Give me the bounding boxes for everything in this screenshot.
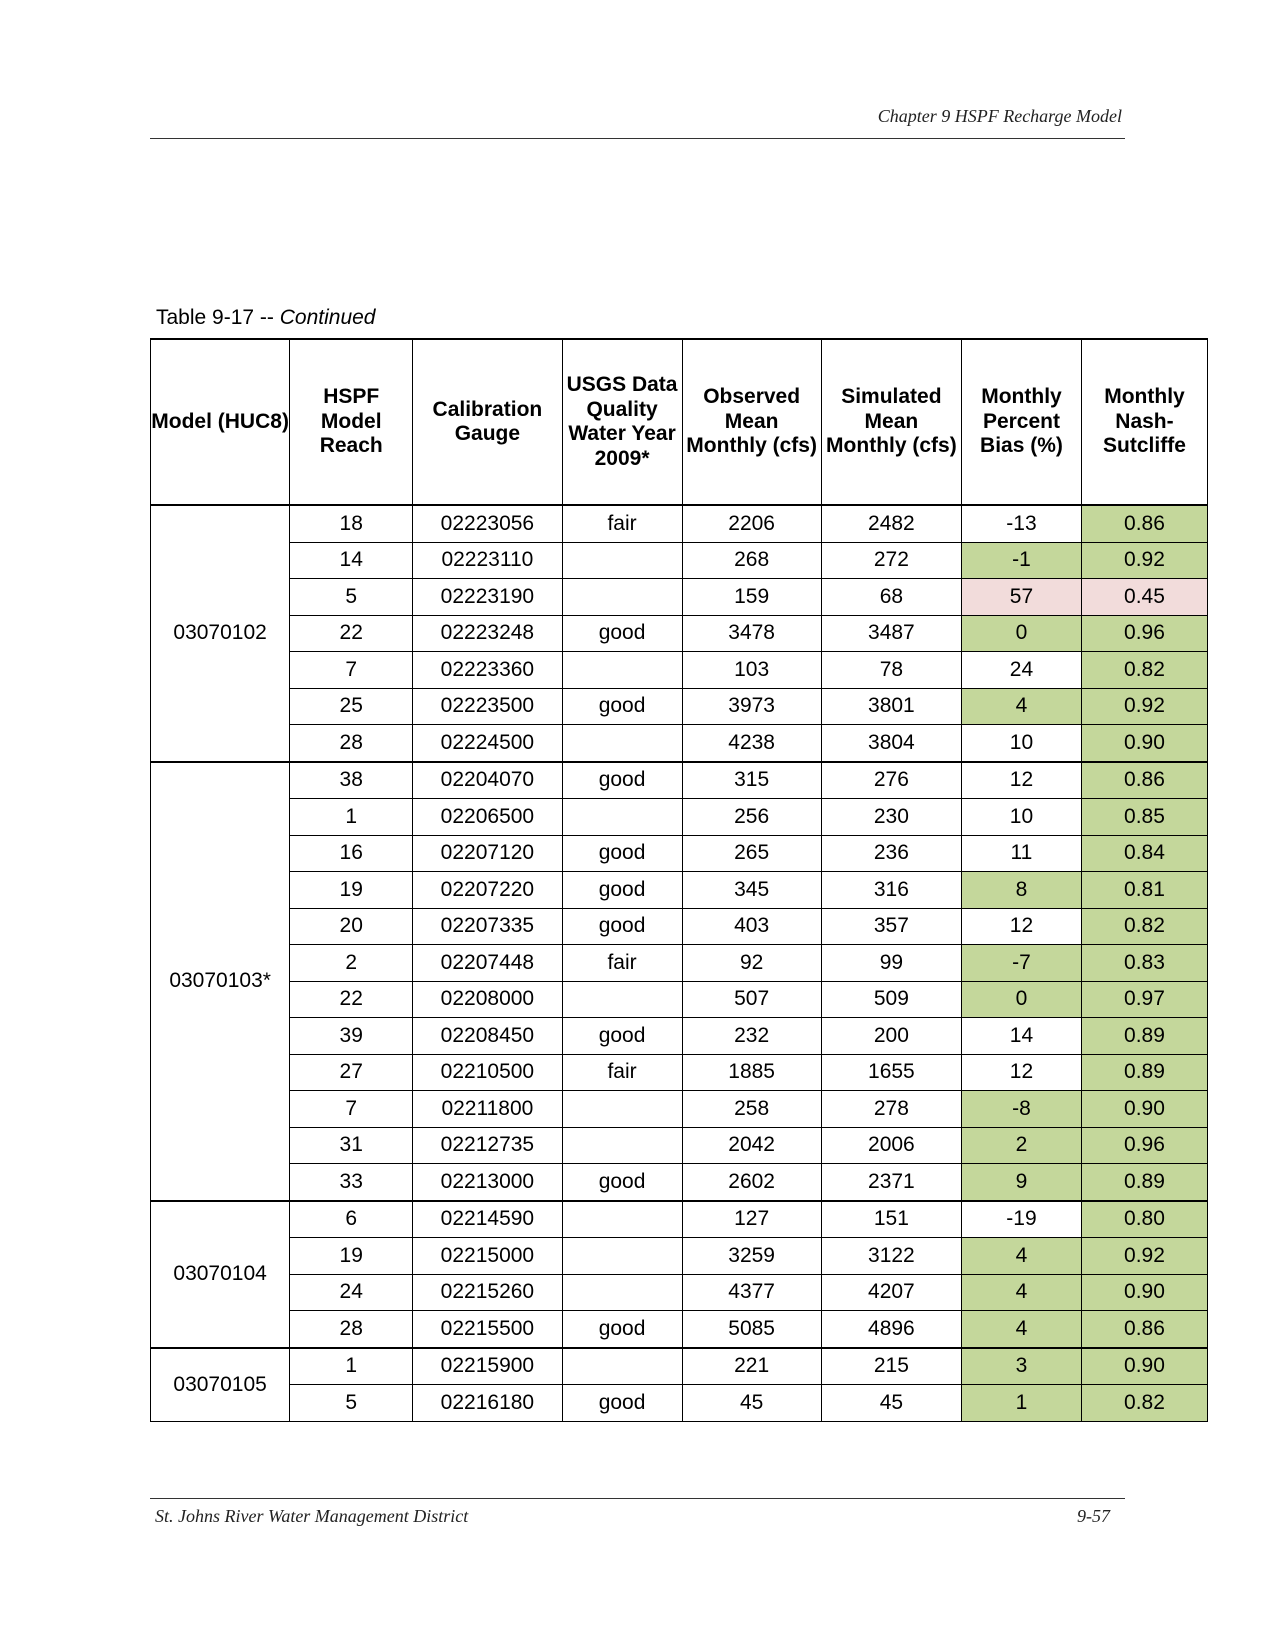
quality-cell [562, 981, 682, 1018]
gauge-cell: 02206500 [413, 799, 562, 836]
observed-cell: 159 [682, 579, 821, 616]
column-header: Calibration Gauge [413, 339, 562, 505]
quality-cell [562, 725, 682, 762]
table-row [151, 1091, 1208, 1128]
simulated-cell: 1655 [821, 1054, 961, 1091]
reach-cell: 38 [290, 762, 413, 799]
reach-cell: 1 [290, 799, 413, 836]
simulated-cell: 357 [821, 908, 961, 945]
bias-cell: 4 [962, 1274, 1082, 1311]
gauge-cell: 02213000 [413, 1164, 562, 1201]
simulated-cell: 2371 [821, 1164, 961, 1201]
column-header: Monthly Nash-Sutcliffe [1081, 339, 1207, 505]
gauge-cell: 02207220 [413, 872, 562, 909]
bias-cell: 57 [962, 579, 1082, 616]
simulated-cell: 278 [821, 1091, 961, 1128]
reach-cell: 27 [290, 1054, 413, 1091]
nash-sutcliffe-cell: 0.89 [1081, 1164, 1207, 1201]
table-row [151, 981, 1208, 1018]
bias-cell: 12 [962, 908, 1082, 945]
quality-cell [562, 799, 682, 836]
gauge-cell: 02223110 [413, 542, 562, 579]
observed-cell: 3478 [682, 615, 821, 652]
table-row [151, 872, 1208, 909]
simulated-cell: 236 [821, 835, 961, 872]
observed-cell: 127 [682, 1201, 821, 1238]
simulated-cell: 45 [821, 1385, 961, 1422]
reach-cell: 25 [290, 688, 413, 725]
simulated-cell: 276 [821, 762, 961, 799]
table-row [151, 615, 1208, 652]
quality-cell: good [562, 1385, 682, 1422]
gauge-cell: 02215500 [413, 1311, 562, 1348]
model-huc8-cell: 03070104 [151, 1201, 290, 1348]
gauge-cell: 02223190 [413, 579, 562, 616]
quality-cell: good [562, 908, 682, 945]
nash-sutcliffe-cell: 0.80 [1081, 1201, 1207, 1238]
gauge-cell: 02223500 [413, 688, 562, 725]
reach-cell: 22 [290, 981, 413, 1018]
simulated-cell: 215 [821, 1348, 961, 1385]
simulated-cell: 4207 [821, 1274, 961, 1311]
gauge-cell: 02216180 [413, 1385, 562, 1422]
simulated-cell: 4896 [821, 1311, 961, 1348]
calibration-table [150, 338, 1208, 1422]
bias-cell: -8 [962, 1091, 1082, 1128]
gauge-cell: 02223056 [413, 505, 562, 542]
table-header-row [151, 339, 1208, 505]
reach-cell: 16 [290, 835, 413, 872]
reach-cell: 1 [290, 1348, 413, 1385]
simulated-cell: 200 [821, 1018, 961, 1055]
nash-sutcliffe-cell: 0.85 [1081, 799, 1207, 836]
simulated-cell: 509 [821, 981, 961, 1018]
reach-cell: 6 [290, 1201, 413, 1238]
bias-cell: 0 [962, 981, 1082, 1018]
quality-cell: good [562, 1018, 682, 1055]
quality-cell [562, 1238, 682, 1275]
gauge-cell: 02211800 [413, 1091, 562, 1128]
observed-cell: 1885 [682, 1054, 821, 1091]
table-body [151, 505, 1208, 1421]
observed-cell: 345 [682, 872, 821, 909]
quality-cell [562, 1091, 682, 1128]
simulated-cell: 3487 [821, 615, 961, 652]
nash-sutcliffe-cell: 0.96 [1081, 615, 1207, 652]
observed-cell: 315 [682, 762, 821, 799]
gauge-cell: 02215000 [413, 1238, 562, 1275]
gauge-cell: 02208000 [413, 981, 562, 1018]
gauge-cell: 02223360 [413, 652, 562, 689]
quality-cell: good [562, 872, 682, 909]
quality-cell: fair [562, 1054, 682, 1091]
gauge-cell: 02204070 [413, 762, 562, 799]
running-header: Chapter 9 HSPF Recharge Model [877, 106, 1122, 126]
reach-cell: 33 [290, 1164, 413, 1201]
nash-sutcliffe-cell: 0.45 [1081, 579, 1207, 616]
quality-cell [562, 1348, 682, 1385]
bias-cell: 3 [962, 1348, 1082, 1385]
reach-cell: 19 [290, 872, 413, 909]
nash-sutcliffe-cell: 0.86 [1081, 762, 1207, 799]
quality-cell: good [562, 835, 682, 872]
table-row [151, 835, 1208, 872]
quality-cell: good [562, 615, 682, 652]
observed-cell: 2602 [682, 1164, 821, 1201]
model-huc8-cell: 03070105 [151, 1348, 290, 1422]
observed-cell: 256 [682, 799, 821, 836]
caption-prefix: Table 9-17 -- [156, 306, 280, 329]
quality-cell [562, 1274, 682, 1311]
bias-cell: 9 [962, 1164, 1082, 1201]
reach-cell: 14 [290, 542, 413, 579]
table-row [151, 799, 1208, 836]
column-header: Model (HUC8) [151, 339, 290, 505]
observed-cell: 92 [682, 945, 821, 982]
observed-cell: 2042 [682, 1127, 821, 1164]
footer-rule [150, 1498, 1125, 1499]
quality-cell [562, 1201, 682, 1238]
observed-cell: 258 [682, 1091, 821, 1128]
quality-cell: fair [562, 505, 682, 542]
simulated-cell: 2482 [821, 505, 961, 542]
observed-cell: 268 [682, 542, 821, 579]
observed-cell: 232 [682, 1018, 821, 1055]
quality-cell [562, 652, 682, 689]
bias-cell: 10 [962, 725, 1082, 762]
reach-cell: 31 [290, 1127, 413, 1164]
simulated-cell: 99 [821, 945, 961, 982]
reach-cell: 2 [290, 945, 413, 982]
gauge-cell: 02210500 [413, 1054, 562, 1091]
bias-cell: 4 [962, 1238, 1082, 1275]
observed-cell: 3259 [682, 1238, 821, 1275]
reach-cell: 5 [290, 579, 413, 616]
header-rule [150, 138, 1125, 139]
bias-cell: 8 [962, 872, 1082, 909]
table-row [151, 1385, 1208, 1422]
simulated-cell: 230 [821, 799, 961, 836]
reach-cell: 5 [290, 1385, 413, 1422]
reach-cell: 20 [290, 908, 413, 945]
table-caption [156, 306, 375, 330]
model-huc8-cell: 03070102 [151, 505, 290, 762]
nash-sutcliffe-cell: 0.90 [1081, 1091, 1207, 1128]
simulated-cell: 151 [821, 1201, 961, 1238]
quality-cell: good [562, 688, 682, 725]
gauge-cell: 02223248 [413, 615, 562, 652]
observed-cell: 45 [682, 1385, 821, 1422]
simulated-cell: 3804 [821, 725, 961, 762]
nash-sutcliffe-cell: 0.89 [1081, 1054, 1207, 1091]
model-huc8-cell: 03070103* [151, 762, 290, 1201]
observed-cell: 2206 [682, 505, 821, 542]
bias-cell: 14 [962, 1018, 1082, 1055]
bias-cell: 11 [962, 835, 1082, 872]
table-row [151, 725, 1208, 762]
table-row [151, 652, 1208, 689]
gauge-cell: 02215260 [413, 1274, 562, 1311]
quality-cell [562, 1127, 682, 1164]
nash-sutcliffe-cell: 0.86 [1081, 1311, 1207, 1348]
column-header: USGS Data Quality Water Year 2009* [562, 339, 682, 505]
nash-sutcliffe-cell: 0.92 [1081, 1238, 1207, 1275]
nash-sutcliffe-cell: 0.86 [1081, 505, 1207, 542]
quality-cell: good [562, 1311, 682, 1348]
table-row [151, 505, 1208, 542]
gauge-cell: 02207448 [413, 945, 562, 982]
nash-sutcliffe-cell: 0.96 [1081, 1127, 1207, 1164]
bias-cell: 24 [962, 652, 1082, 689]
reach-cell: 7 [290, 652, 413, 689]
bias-cell: -7 [962, 945, 1082, 982]
bias-cell: 2 [962, 1127, 1082, 1164]
nash-sutcliffe-cell: 0.82 [1081, 1385, 1207, 1422]
nash-sutcliffe-cell: 0.90 [1081, 725, 1207, 762]
simulated-cell: 272 [821, 542, 961, 579]
simulated-cell: 78 [821, 652, 961, 689]
observed-cell: 507 [682, 981, 821, 1018]
nash-sutcliffe-cell: 0.92 [1081, 688, 1207, 725]
quality-cell: fair [562, 945, 682, 982]
bias-cell: 10 [962, 799, 1082, 836]
nash-sutcliffe-cell: 0.82 [1081, 652, 1207, 689]
gauge-cell: 02207335 [413, 908, 562, 945]
quality-cell: good [562, 762, 682, 799]
page-number: 9-57 [1077, 1506, 1110, 1526]
gauge-cell: 02224500 [413, 725, 562, 762]
bias-cell: 1 [962, 1385, 1082, 1422]
table-row [151, 1127, 1208, 1164]
observed-cell: 4238 [682, 725, 821, 762]
quality-cell [562, 542, 682, 579]
reach-cell: 18 [290, 505, 413, 542]
observed-cell: 5085 [682, 1311, 821, 1348]
nash-sutcliffe-cell: 0.97 [1081, 981, 1207, 1018]
table-row [151, 1054, 1208, 1091]
observed-cell: 403 [682, 908, 821, 945]
nash-sutcliffe-cell: 0.89 [1081, 1018, 1207, 1055]
bias-cell: -19 [962, 1201, 1082, 1238]
table-row [151, 1018, 1208, 1055]
table-row [151, 1164, 1208, 1201]
table-row [151, 579, 1208, 616]
simulated-cell: 3801 [821, 688, 961, 725]
nash-sutcliffe-cell: 0.83 [1081, 945, 1207, 982]
observed-cell: 265 [682, 835, 821, 872]
observed-cell: 4377 [682, 1274, 821, 1311]
table-row [151, 1274, 1208, 1311]
simulated-cell: 68 [821, 579, 961, 616]
table-row [151, 1201, 1208, 1238]
quality-cell [562, 579, 682, 616]
column-header: HSPF Model Reach [290, 339, 413, 505]
nash-sutcliffe-cell: 0.90 [1081, 1274, 1207, 1311]
simulated-cell: 2006 [821, 1127, 961, 1164]
nash-sutcliffe-cell: 0.82 [1081, 908, 1207, 945]
gauge-cell: 02208450 [413, 1018, 562, 1055]
bias-cell: 0 [962, 615, 1082, 652]
observed-cell: 103 [682, 652, 821, 689]
gauge-cell: 02214590 [413, 1201, 562, 1238]
simulated-cell: 3122 [821, 1238, 961, 1275]
bias-cell: 12 [962, 1054, 1082, 1091]
nash-sutcliffe-cell: 0.92 [1081, 542, 1207, 579]
table-row [151, 1311, 1208, 1348]
reach-cell: 7 [290, 1091, 413, 1128]
table-row [151, 1238, 1208, 1275]
bias-cell: 12 [962, 762, 1082, 799]
table-row [151, 762, 1208, 799]
nash-sutcliffe-cell: 0.81 [1081, 872, 1207, 909]
nash-sutcliffe-cell: 0.84 [1081, 835, 1207, 872]
caption-suffix: Continued [279, 306, 376, 329]
footer-organization: St. Johns River Water Management District [155, 1506, 469, 1526]
gauge-cell: 02207120 [413, 835, 562, 872]
table-row [151, 688, 1208, 725]
reach-cell: 22 [290, 615, 413, 652]
bias-cell: -1 [962, 542, 1082, 579]
reach-cell: 28 [290, 1311, 413, 1348]
column-header: Monthly Percent Bias (%) [962, 339, 1082, 505]
table-row [151, 1348, 1208, 1385]
column-header: Simulated Mean Monthly (cfs) [821, 339, 961, 505]
table-row [151, 945, 1208, 982]
reach-cell: 39 [290, 1018, 413, 1055]
gauge-cell: 02215900 [413, 1348, 562, 1385]
reach-cell: 19 [290, 1238, 413, 1275]
table-row [151, 908, 1208, 945]
observed-cell: 3973 [682, 688, 821, 725]
bias-cell: 4 [962, 1311, 1082, 1348]
column-header: Observed Mean Monthly (cfs) [682, 339, 821, 505]
table-row [151, 542, 1208, 579]
reach-cell: 28 [290, 725, 413, 762]
reach-cell: 24 [290, 1274, 413, 1311]
bias-cell: -13 [962, 505, 1082, 542]
quality-cell: good [562, 1164, 682, 1201]
nash-sutcliffe-cell: 0.90 [1081, 1348, 1207, 1385]
bias-cell: 4 [962, 688, 1082, 725]
simulated-cell: 316 [821, 872, 961, 909]
observed-cell: 221 [682, 1348, 821, 1385]
gauge-cell: 02212735 [413, 1127, 562, 1164]
